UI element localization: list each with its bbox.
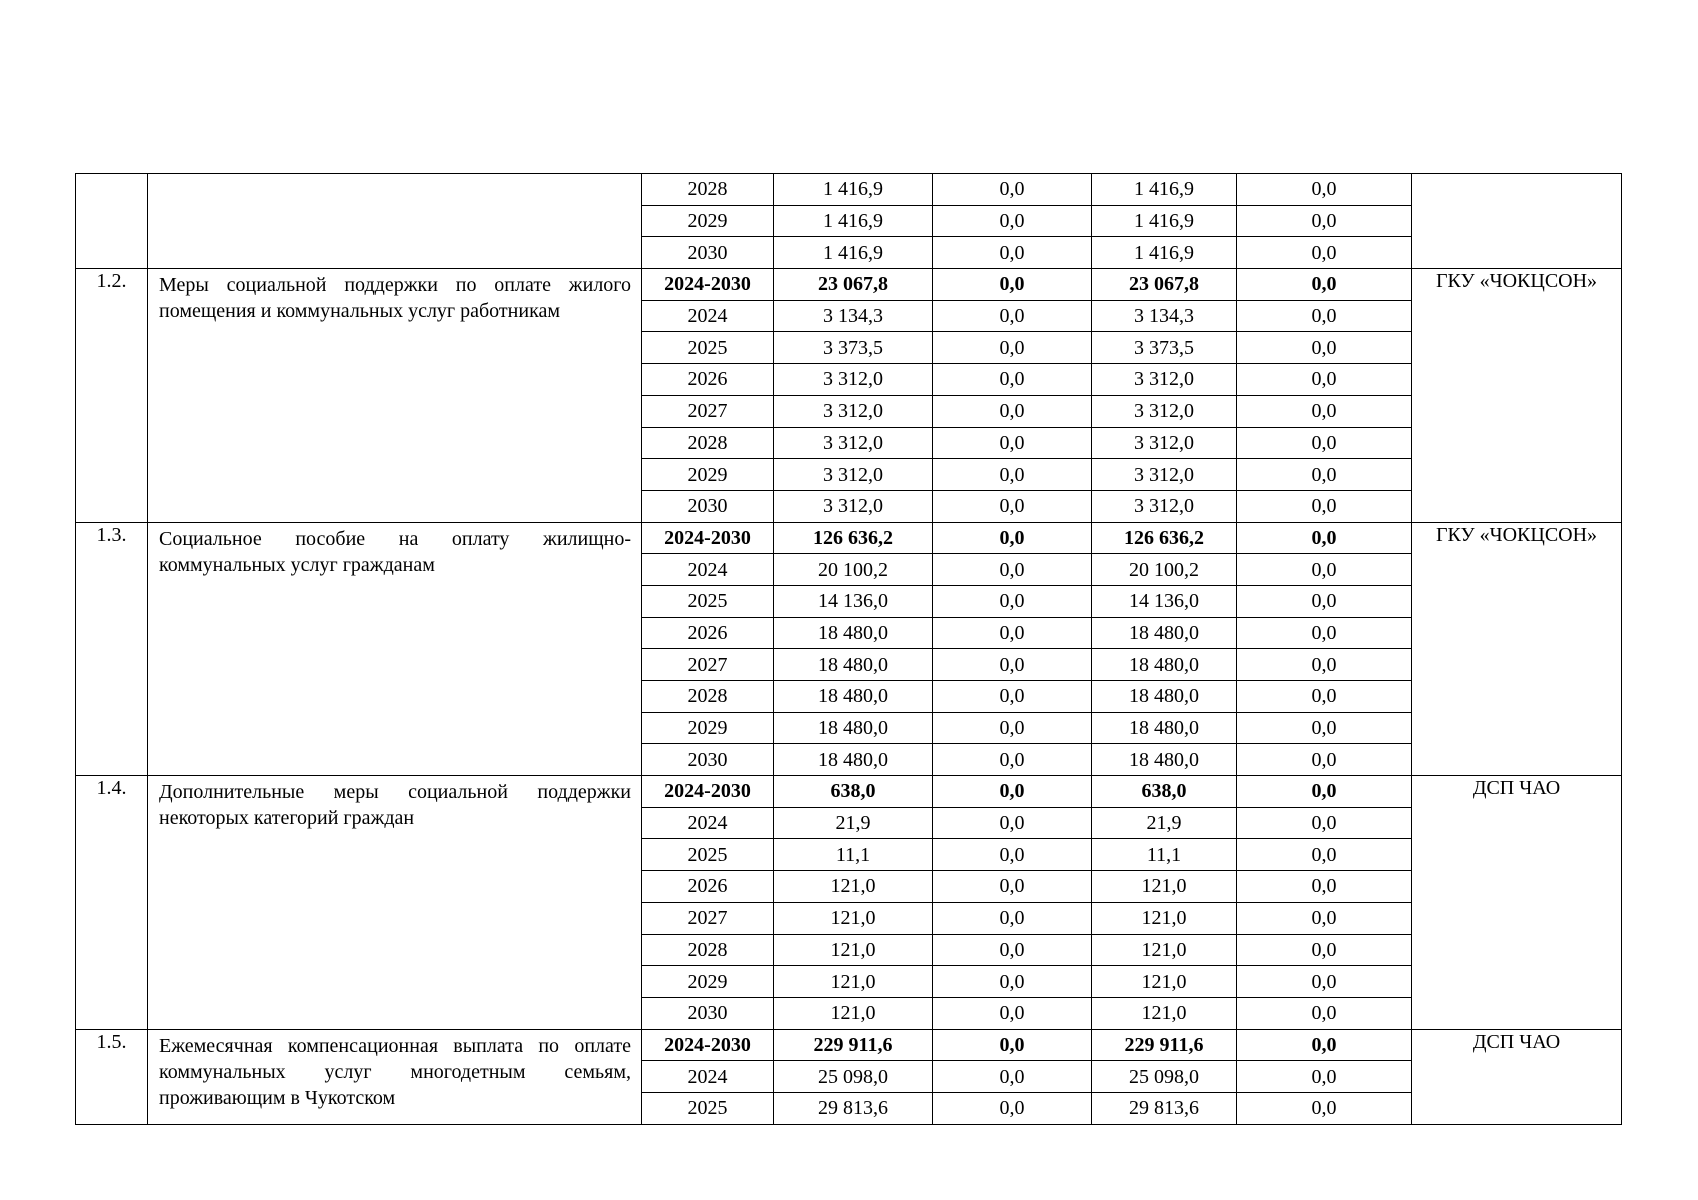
federal-budget-cell: 0,0 [933,807,1092,839]
year-cell: 2028 [642,174,774,206]
total-cell: 1 416,9 [774,174,933,206]
other-sources-cell: 0,0 [1237,744,1412,776]
table-body [76,174,1622,1125]
other-sources-cell: 0,0 [1237,966,1412,998]
regional-budget-cell: 3 134,3 [1092,300,1237,332]
other-sources-cell: 0,0 [1237,839,1412,871]
regional-budget-cell: 14 136,0 [1092,585,1237,617]
total-cell: 638,0 [774,776,933,808]
other-sources-cell: 0,0 [1237,1029,1412,1061]
table-row [76,776,1622,808]
federal-budget-cell: 0,0 [933,300,1092,332]
year-cell: 2027 [642,395,774,427]
federal-budget-cell: 0,0 [933,776,1092,808]
item-description: Меры социальной поддержки по оплате жилого помещения и коммунальных услуг работникам [159,274,631,323]
federal-budget-cell: 0,0 [933,1092,1092,1124]
federal-budget-cell: 0,0 [933,681,1092,713]
other-sources-cell: 0,0 [1237,174,1412,206]
year-cell: 2029 [642,459,774,491]
total-cell: 3 312,0 [774,427,933,459]
total-cell: 3 134,3 [774,300,933,332]
year-cell: 2025 [642,1092,774,1124]
total-cell: 121,0 [774,934,933,966]
federal-budget-cell: 0,0 [933,522,1092,554]
federal-budget-cell: 0,0 [933,427,1092,459]
year-cell: 2029 [642,205,774,237]
total-cell: 11,1 [774,839,933,871]
other-sources-cell: 0,0 [1237,871,1412,903]
other-sources-cell: 0,0 [1237,554,1412,586]
other-sources-cell: 0,0 [1237,997,1412,1029]
responsible-executor: ДСП ЧАО [1412,776,1622,1030]
responsible-executor: ДСП ЧАО [1412,1029,1622,1124]
federal-budget-cell: 0,0 [933,174,1092,206]
regional-budget-cell: 18 480,0 [1092,681,1237,713]
year-cell: 2024 [642,807,774,839]
other-sources-cell: 0,0 [1237,427,1412,459]
regional-budget-cell: 18 480,0 [1092,649,1237,681]
federal-budget-cell: 0,0 [933,269,1092,301]
total-cell: 18 480,0 [774,712,933,744]
year-cell: 2028 [642,934,774,966]
other-sources-cell: 0,0 [1237,395,1412,427]
total-cell: 121,0 [774,997,933,1029]
total-cell: 18 480,0 [774,744,933,776]
year-cell: 2030 [642,744,774,776]
federal-budget-cell: 0,0 [933,554,1092,586]
year-cell: 2024 [642,554,774,586]
total-cell: 229 911,6 [774,1029,933,1061]
federal-budget-cell: 0,0 [933,585,1092,617]
total-cell: 23 067,8 [774,269,933,301]
year-cell: 2030 [642,997,774,1029]
year-cell: 2025 [642,585,774,617]
responsible-executor: ГКУ «ЧОКЦСОН» [1412,522,1622,776]
funding-table [75,173,1622,1125]
regional-budget-cell: 20 100,2 [1092,554,1237,586]
total-cell: 18 480,0 [774,617,933,649]
federal-budget-cell: 0,0 [933,1061,1092,1093]
item-description: Ежемесячная компенсационная выплата по оплате коммунальных услуг многодетным семьям, проживающим в Чукотском [159,1034,631,1109]
total-cell: 1 416,9 [774,205,933,237]
regional-budget-cell: 3 312,0 [1092,364,1237,396]
total-cell: 121,0 [774,902,933,934]
total-cell: 1 416,9 [774,237,933,269]
total-cell: 29 813,6 [774,1092,933,1124]
year-cell: 2024-2030 [642,522,774,554]
regional-budget-cell: 11,1 [1092,839,1237,871]
federal-budget-cell: 0,0 [933,871,1092,903]
federal-budget-cell: 0,0 [933,237,1092,269]
item-number: 1.4. [76,776,148,1030]
federal-budget-cell: 0,0 [933,934,1092,966]
item-number: 1.3. [76,522,148,776]
federal-budget-cell: 0,0 [933,617,1092,649]
federal-budget-cell: 0,0 [933,966,1092,998]
other-sources-cell: 0,0 [1237,934,1412,966]
regional-budget-cell: 18 480,0 [1092,744,1237,776]
total-cell: 18 480,0 [774,681,933,713]
year-cell: 2027 [642,902,774,934]
other-sources-cell: 0,0 [1237,269,1412,301]
year-cell: 2030 [642,490,774,522]
other-sources-cell: 0,0 [1237,1092,1412,1124]
other-sources-cell: 0,0 [1237,712,1412,744]
table-row [76,522,1622,554]
year-cell: 2030 [642,237,774,269]
federal-budget-cell: 0,0 [933,997,1092,1029]
year-cell: 2024 [642,300,774,332]
federal-budget-cell: 0,0 [933,205,1092,237]
regional-budget-cell: 229 911,6 [1092,1029,1237,1061]
regional-budget-cell: 3 373,5 [1092,332,1237,364]
year-cell: 2029 [642,966,774,998]
year-cell: 2029 [642,712,774,744]
other-sources-cell: 0,0 [1237,1061,1412,1093]
other-sources-cell: 0,0 [1237,237,1412,269]
federal-budget-cell: 0,0 [933,395,1092,427]
other-sources-cell: 0,0 [1237,332,1412,364]
regional-budget-cell: 126 636,2 [1092,522,1237,554]
total-cell: 3 312,0 [774,364,933,396]
responsible-executor: ГКУ «ЧОКЦСОН» [1412,269,1622,523]
year-cell: 2025 [642,839,774,871]
total-cell: 121,0 [774,871,933,903]
table-row [76,174,1622,206]
item-number [76,174,148,269]
other-sources-cell: 0,0 [1237,490,1412,522]
year-cell: 2025 [642,332,774,364]
federal-budget-cell: 0,0 [933,744,1092,776]
regional-budget-cell: 29 813,6 [1092,1092,1237,1124]
regional-budget-cell: 121,0 [1092,902,1237,934]
item-description-cell [148,776,642,1030]
year-cell: 2026 [642,617,774,649]
total-cell: 18 480,0 [774,649,933,681]
total-cell: 20 100,2 [774,554,933,586]
federal-budget-cell: 0,0 [933,1029,1092,1061]
regional-budget-cell: 3 312,0 [1092,427,1237,459]
item-description-cell [148,1029,642,1124]
federal-budget-cell: 0,0 [933,649,1092,681]
other-sources-cell: 0,0 [1237,807,1412,839]
regional-budget-cell: 21,9 [1092,807,1237,839]
regional-budget-cell: 3 312,0 [1092,395,1237,427]
item-number: 1.2. [76,269,148,523]
other-sources-cell: 0,0 [1237,364,1412,396]
other-sources-cell: 0,0 [1237,681,1412,713]
federal-budget-cell: 0,0 [933,839,1092,871]
federal-budget-cell: 0,0 [933,902,1092,934]
other-sources-cell: 0,0 [1237,617,1412,649]
item-description: Социальное пособие на оплату жилищно-коммунальных услуг гражданам [159,527,631,576]
federal-budget-cell: 0,0 [933,332,1092,364]
total-cell: 3 312,0 [774,490,933,522]
federal-budget-cell: 0,0 [933,712,1092,744]
year-cell: 2024-2030 [642,1029,774,1061]
regional-budget-cell: 121,0 [1092,934,1237,966]
total-cell: 25 098,0 [774,1061,933,1093]
total-cell: 126 636,2 [774,522,933,554]
regional-budget-cell: 1 416,9 [1092,205,1237,237]
year-cell: 2028 [642,681,774,713]
table-row [76,1029,1622,1061]
regional-budget-cell: 121,0 [1092,871,1237,903]
federal-budget-cell: 0,0 [933,459,1092,491]
regional-budget-cell: 121,0 [1092,997,1237,1029]
other-sources-cell: 0,0 [1237,300,1412,332]
federal-budget-cell: 0,0 [933,364,1092,396]
other-sources-cell: 0,0 [1237,522,1412,554]
total-cell: 121,0 [774,966,933,998]
item-number: 1.5. [76,1029,148,1124]
total-cell: 21,9 [774,807,933,839]
item-description: Дополнительные меры социальной поддержки некоторых категорий граждан [159,781,631,830]
other-sources-cell: 0,0 [1237,585,1412,617]
item-description-cell [148,174,642,269]
regional-budget-cell: 1 416,9 [1092,237,1237,269]
regional-budget-cell: 23 067,8 [1092,269,1237,301]
table-row [76,269,1622,301]
regional-budget-cell: 3 312,0 [1092,459,1237,491]
responsible-executor [1412,174,1622,269]
item-description-cell [148,269,642,523]
regional-budget-cell: 121,0 [1092,966,1237,998]
regional-budget-cell: 3 312,0 [1092,490,1237,522]
regional-budget-cell: 1 416,9 [1092,174,1237,206]
other-sources-cell: 0,0 [1237,776,1412,808]
other-sources-cell: 0,0 [1237,459,1412,491]
regional-budget-cell: 18 480,0 [1092,712,1237,744]
item-description-cell [148,522,642,776]
total-cell: 3 312,0 [774,459,933,491]
year-cell: 2024 [642,1061,774,1093]
federal-budget-cell: 0,0 [933,490,1092,522]
year-cell: 2024-2030 [642,776,774,808]
total-cell: 14 136,0 [774,585,933,617]
other-sources-cell: 0,0 [1237,649,1412,681]
year-cell: 2026 [642,871,774,903]
total-cell: 3 373,5 [774,332,933,364]
year-cell: 2027 [642,649,774,681]
other-sources-cell: 0,0 [1237,205,1412,237]
year-cell: 2024-2030 [642,269,774,301]
regional-budget-cell: 638,0 [1092,776,1237,808]
regional-budget-cell: 18 480,0 [1092,617,1237,649]
regional-budget-cell: 25 098,0 [1092,1061,1237,1093]
year-cell: 2028 [642,427,774,459]
total-cell: 3 312,0 [774,395,933,427]
other-sources-cell: 0,0 [1237,902,1412,934]
year-cell: 2026 [642,364,774,396]
